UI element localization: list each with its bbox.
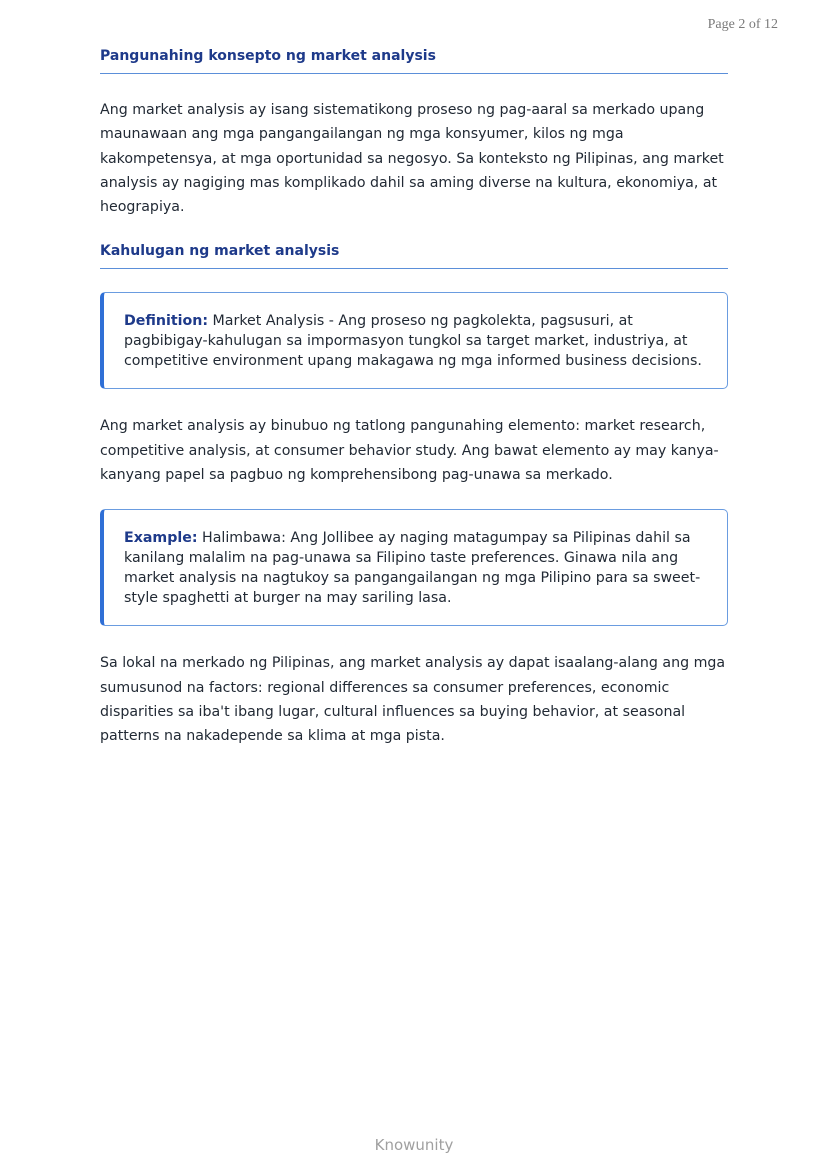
- elements-paragraph: Ang market analysis ay binubuo ng tatlong pangunahing elemento: market research, competitive analysis, at consumer behavior study. Ang bawat elemento ay may kanya-kanyang papel sa pagbuo ng komprehensibong pag-unawa sa merkado.: [100, 418, 719, 484]
- section-heading-concepts: Pangunahing konsepto ng market analysis: [100, 48, 728, 74]
- document-body: [100, 48, 728, 749]
- footer-brand: Knowunity: [374, 1136, 454, 1154]
- example-text: Halimbawa: Ang Jollibee ay naging matagumpay sa Pilipinas dahil sa kanilang malalim na pag-unawa sa Filipino taste preferences. Ginawa nila ang market analysis na nagtukoy sa pangangailangan ng mga Pilipino para sa sweet-style spaghetti at burger na may sariling lasa.: [124, 530, 701, 607]
- intro-paragraph: Ang market analysis ay isang sistematikong proseso ng pag-aaral sa merkado upang maunawaan ang mga pangangailangan ng mga konsyumer, kilos ng mga kakompetensya, at mga oportunidad sa negosyo. Sa konteksto ng Pilipinas, ang market analysis ay nagiging mas komplikado dahil sa aming diverse na kultura, ekonomiya, at heograpiya.: [100, 102, 724, 216]
- definition-label: Definition:: [124, 313, 209, 330]
- definition-callout: [100, 292, 728, 389]
- example-label: Example:: [124, 530, 198, 547]
- definition-text: Market Analysis - Ang proseso ng pagkolekta, pagsusuri, at pagbibigay-kahulugan sa impormasyon tungkol sa target market, industriya, at competitive environment upang makagawa ng mga informed business decisions.: [124, 313, 702, 370]
- page-number: Page 2 of 12: [707, 17, 778, 32]
- local-market-paragraph: Sa lokal na merkado ng Pilipinas, ang market analysis ay dapat isaalang-alang ang mga sumusunod na factors: regional differences sa consumer preferences, economic disparities sa iba't ibang lugar, cultural influences sa buying behavior, at seasonal patterns na nakadepende sa klima at mga pista.: [100, 655, 726, 745]
- example-callout: [100, 509, 728, 626]
- section-heading-definition: Kahulugan ng market analysis: [100, 243, 728, 269]
